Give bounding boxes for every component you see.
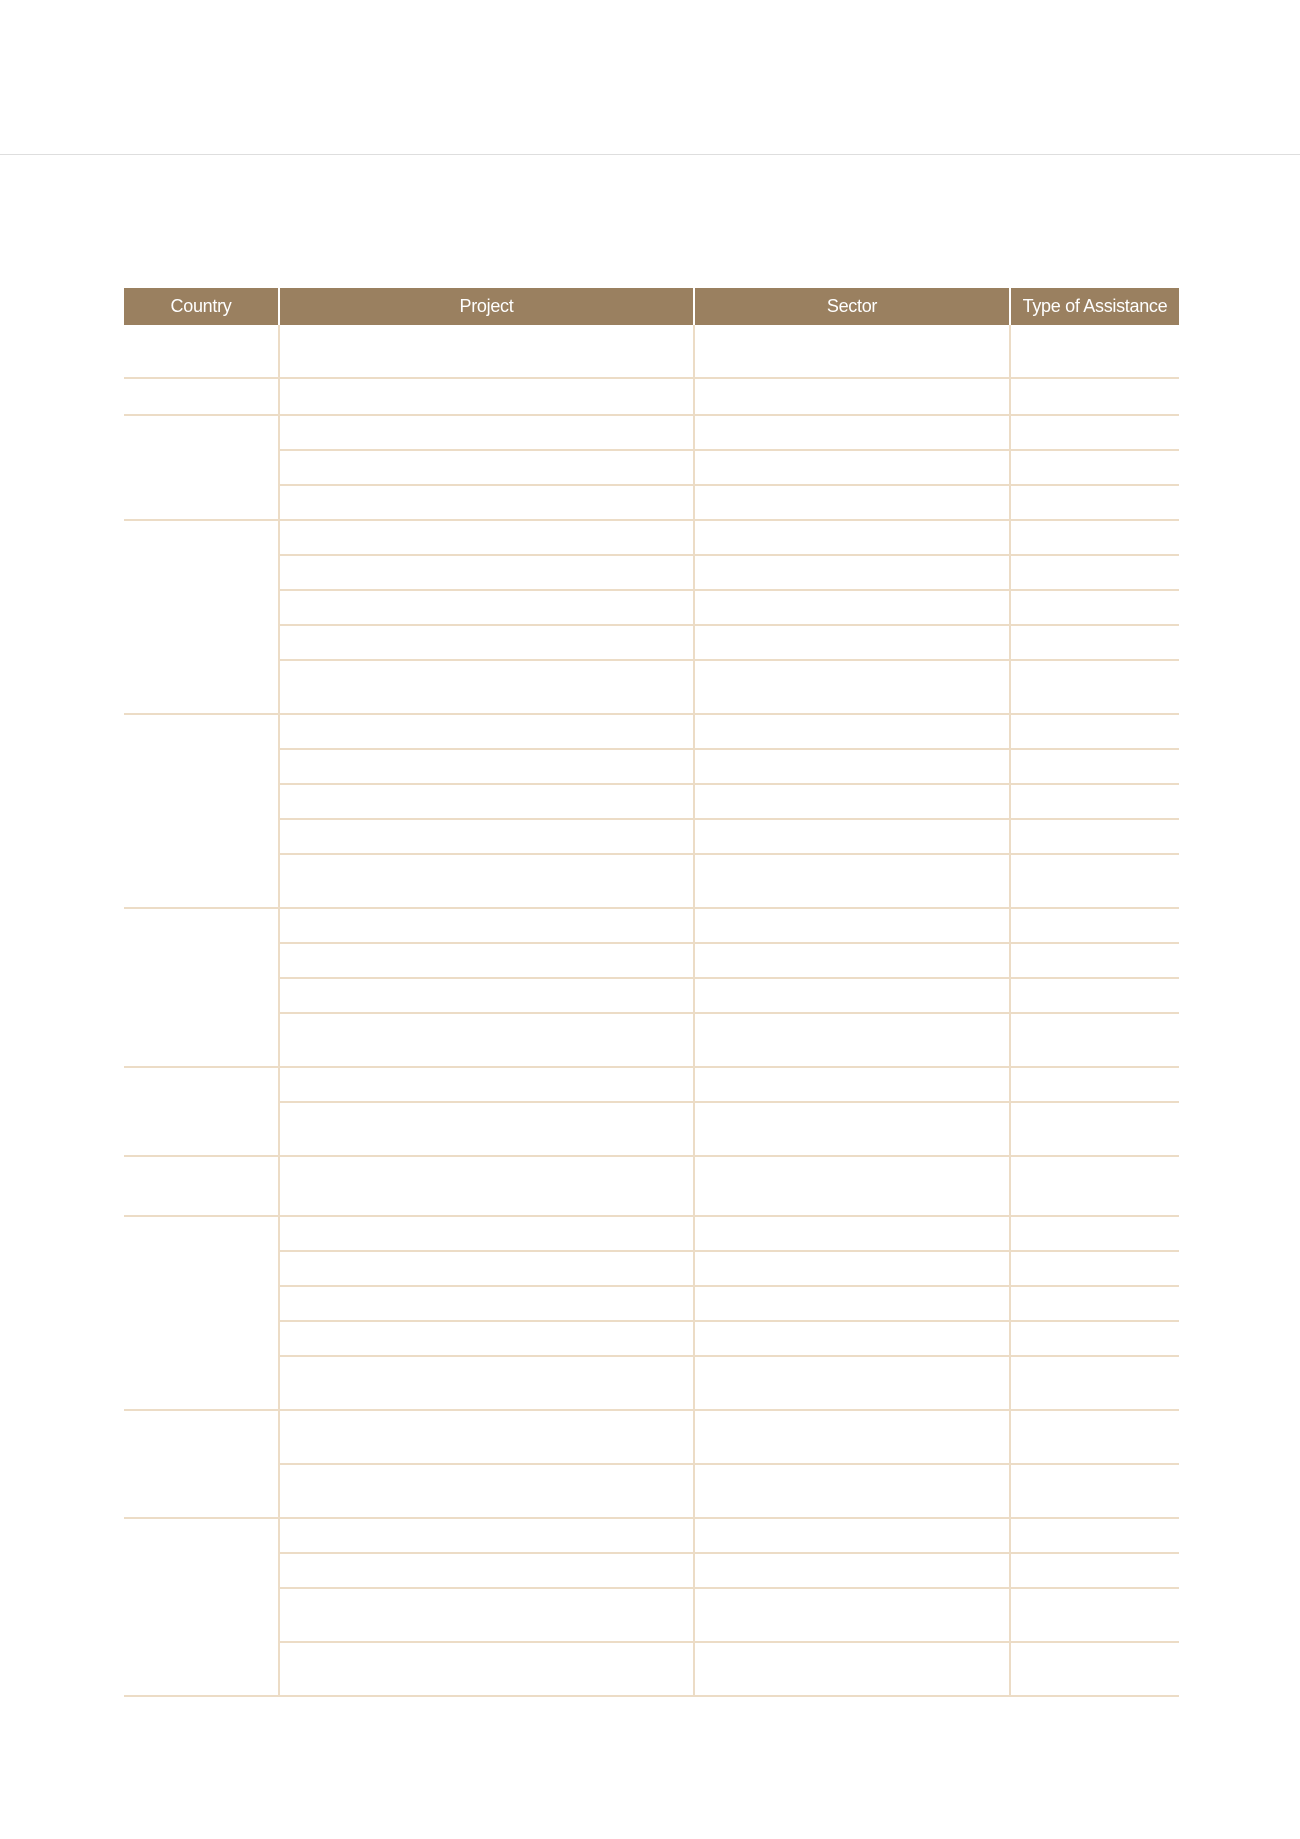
table-row <box>124 590 1179 625</box>
type-cell <box>1010 1588 1179 1642</box>
sector-cell <box>694 1286 1010 1321</box>
table-row <box>124 1251 1179 1286</box>
project-cell <box>279 1013 694 1067</box>
project-cell <box>279 978 694 1013</box>
project-cell <box>279 819 694 854</box>
table-row <box>124 325 1179 378</box>
sector-cell <box>694 1067 1010 1102</box>
project-cell <box>279 1356 694 1410</box>
type-cell <box>1010 378 1179 415</box>
table-row <box>124 1216 1179 1251</box>
project-cell <box>279 1642 694 1696</box>
project-cell <box>279 854 694 908</box>
table-row <box>124 784 1179 819</box>
type-cell <box>1010 1156 1179 1216</box>
table-row <box>124 450 1179 485</box>
type-cell <box>1010 1553 1179 1588</box>
sector-cell <box>694 1102 1010 1156</box>
sector-cell <box>694 450 1010 485</box>
table-row <box>124 854 1179 908</box>
sector-cell <box>694 714 1010 749</box>
table-row <box>124 1102 1179 1156</box>
table-row <box>124 943 1179 978</box>
column-header-sector: Sector <box>694 288 1010 325</box>
sector-cell <box>694 325 1010 378</box>
sector-cell <box>694 1156 1010 1216</box>
type-cell <box>1010 1642 1179 1696</box>
table-row <box>124 819 1179 854</box>
sector-cell <box>694 415 1010 450</box>
table-header-row <box>124 288 1179 325</box>
type-cell <box>1010 819 1179 854</box>
table-row <box>124 1464 1179 1518</box>
sector-cell <box>694 590 1010 625</box>
type-cell <box>1010 660 1179 714</box>
project-cell <box>279 1286 694 1321</box>
sector-cell <box>694 978 1010 1013</box>
sector-cell <box>694 784 1010 819</box>
project-cell <box>279 784 694 819</box>
project-cell <box>279 415 694 450</box>
country-cell <box>124 1410 279 1518</box>
type-cell <box>1010 978 1179 1013</box>
project-cell <box>279 325 694 378</box>
type-cell <box>1010 590 1179 625</box>
type-cell <box>1010 1518 1179 1553</box>
table-row <box>124 749 1179 784</box>
type-cell <box>1010 1216 1179 1251</box>
project-cell <box>279 1410 694 1464</box>
sector-cell <box>694 854 1010 908</box>
country-cell <box>124 520 279 714</box>
type-cell <box>1010 450 1179 485</box>
type-cell <box>1010 1067 1179 1102</box>
type-cell <box>1010 714 1179 749</box>
country-cell <box>124 1216 279 1410</box>
country-cell <box>124 1518 279 1696</box>
project-cell <box>279 1464 694 1518</box>
type-cell <box>1010 1251 1179 1286</box>
table-row <box>124 520 1179 555</box>
type-cell <box>1010 908 1179 943</box>
project-cell <box>279 749 694 784</box>
type-cell <box>1010 415 1179 450</box>
table-row <box>124 714 1179 749</box>
project-cell <box>279 1067 694 1102</box>
table-row <box>124 1356 1179 1410</box>
project-cell <box>279 450 694 485</box>
table-row <box>124 1321 1179 1356</box>
project-cell <box>279 1156 694 1216</box>
assistance-table <box>124 288 1179 1697</box>
project-cell <box>279 908 694 943</box>
table-row <box>124 1286 1179 1321</box>
table-row <box>124 1642 1179 1696</box>
column-header-project: Project <box>279 288 694 325</box>
project-cell <box>279 660 694 714</box>
type-cell <box>1010 520 1179 555</box>
type-cell <box>1010 1464 1179 1518</box>
project-cell <box>279 1553 694 1588</box>
type-cell <box>1010 1286 1179 1321</box>
table-row <box>124 908 1179 943</box>
column-header-country: Country <box>124 288 279 325</box>
project-cell <box>279 1251 694 1286</box>
project-cell <box>279 590 694 625</box>
project-cell <box>279 1518 694 1553</box>
project-cell <box>279 943 694 978</box>
table-row <box>124 485 1179 520</box>
type-cell <box>1010 1013 1179 1067</box>
type-cell <box>1010 1321 1179 1356</box>
column-header-type-of-assistance: Type of Assistance <box>1010 288 1179 325</box>
table-row <box>124 1410 1179 1464</box>
table-row <box>124 660 1179 714</box>
table-row <box>124 625 1179 660</box>
sector-cell <box>694 660 1010 714</box>
sector-cell <box>694 749 1010 784</box>
sector-cell <box>694 1588 1010 1642</box>
type-cell <box>1010 854 1179 908</box>
sector-cell <box>694 1410 1010 1464</box>
sector-cell <box>694 1642 1010 1696</box>
sector-cell <box>694 1251 1010 1286</box>
type-cell <box>1010 749 1179 784</box>
project-cell <box>279 485 694 520</box>
table-row <box>124 1518 1179 1553</box>
type-cell <box>1010 1410 1179 1464</box>
project-cell <box>279 714 694 749</box>
table-row <box>124 415 1179 450</box>
type-cell <box>1010 555 1179 590</box>
table-row <box>124 1013 1179 1067</box>
country-cell <box>124 714 279 908</box>
sector-cell <box>694 625 1010 660</box>
country-cell <box>124 1156 279 1216</box>
country-cell <box>124 378 279 415</box>
sector-cell <box>694 1464 1010 1518</box>
country-cell <box>124 908 279 1067</box>
project-cell <box>279 520 694 555</box>
sector-cell <box>694 485 1010 520</box>
sector-cell <box>694 1356 1010 1410</box>
type-cell <box>1010 784 1179 819</box>
table-row <box>124 1553 1179 1588</box>
sector-cell <box>694 378 1010 415</box>
type-cell <box>1010 625 1179 660</box>
sector-cell <box>694 1518 1010 1553</box>
page-header-divider <box>0 154 1300 155</box>
table-row <box>124 1588 1179 1642</box>
project-cell <box>279 625 694 660</box>
sector-cell <box>694 520 1010 555</box>
sector-cell <box>694 1553 1010 1588</box>
type-cell <box>1010 325 1179 378</box>
project-cell <box>279 1588 694 1642</box>
project-cell <box>279 555 694 590</box>
project-cell <box>279 1102 694 1156</box>
type-cell <box>1010 485 1179 520</box>
table-row <box>124 1156 1179 1216</box>
sector-cell <box>694 1216 1010 1251</box>
table-row <box>124 1067 1179 1102</box>
sector-cell <box>694 1013 1010 1067</box>
project-cell <box>279 1321 694 1356</box>
sector-cell <box>694 819 1010 854</box>
sector-cell <box>694 555 1010 590</box>
table-row <box>124 378 1179 415</box>
type-cell <box>1010 943 1179 978</box>
project-cell <box>279 378 694 415</box>
table-row <box>124 555 1179 590</box>
table-row <box>124 978 1179 1013</box>
country-cell <box>124 325 279 378</box>
type-cell <box>1010 1102 1179 1156</box>
project-cell <box>279 1216 694 1251</box>
type-cell <box>1010 1356 1179 1410</box>
sector-cell <box>694 908 1010 943</box>
sector-cell <box>694 943 1010 978</box>
sector-cell <box>694 1321 1010 1356</box>
country-cell <box>124 1067 279 1156</box>
country-cell <box>124 415 279 520</box>
